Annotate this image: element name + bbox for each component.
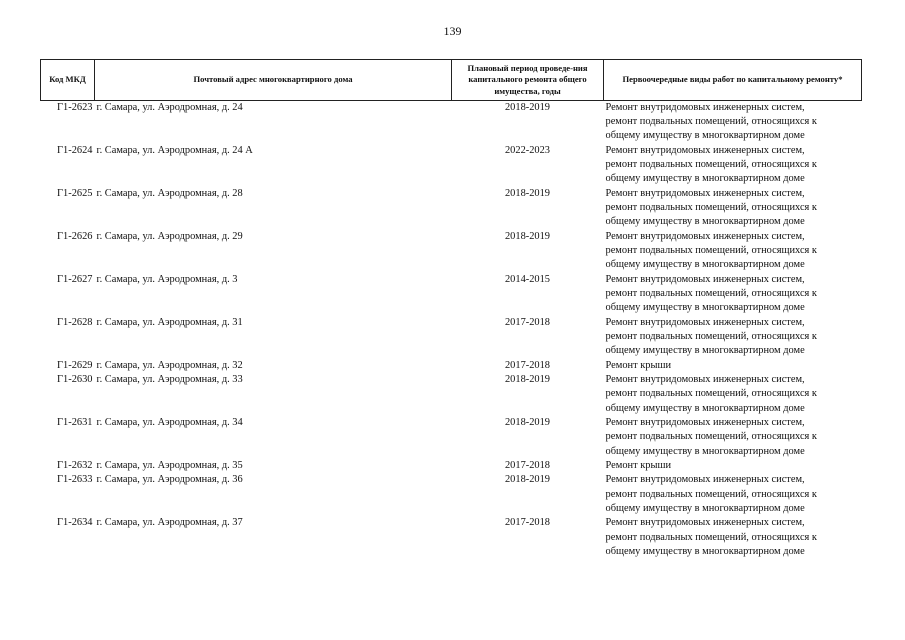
table-row	[41, 187, 862, 230]
table-row	[41, 516, 862, 559]
cell-works	[604, 473, 862, 516]
cell-code: Г1-2629	[57, 360, 93, 371]
header-period: Плановый период проведе-ния капитального ремонта общего имущества, годы	[452, 60, 604, 101]
cell-period: 2014-2015	[504, 274, 551, 285]
cell-works	[604, 359, 862, 373]
cell-works	[604, 101, 862, 145]
header-works: Первоочередные виды работ по капитальному ремонту*	[604, 60, 862, 101]
work-line: Ремонт внутридомовых инженерных систем,	[605, 102, 805, 113]
table-row	[41, 416, 862, 459]
cell-works	[604, 144, 862, 187]
work-line: общему имуществу в многоквартирном доме	[605, 545, 805, 557]
work-line: общему имуществу в многоквартирном доме	[605, 130, 805, 142]
work-line: ремонт подвальных помещений, относящихся к	[605, 116, 817, 128]
capital-repair-table	[40, 59, 862, 559]
cell-address: г. Самара, ул. Аэродромная, д. 28	[96, 188, 243, 199]
cell-address: г. Самара, ул. Аэродромная, д. 37	[96, 517, 243, 529]
work-line: ремонт подвальных помещений, относящихся к	[605, 388, 817, 400]
table-row	[41, 316, 862, 359]
cell-period: 2018-2019	[504, 102, 551, 113]
table-row	[41, 459, 862, 473]
cell-address: г. Самара, ул. Аэродромная, д. 29	[96, 231, 243, 242]
cell-code: Г1-2628	[57, 317, 93, 328]
work-line: Ремонт крыши	[605, 360, 672, 371]
cell-works	[604, 459, 862, 473]
cell-code: Г1-2630	[57, 374, 93, 386]
cell-address: г. Самара, ул. Аэродромная, д. 24 А	[96, 145, 253, 156]
cell-code: Г1-2634	[57, 517, 93, 529]
cell-works	[604, 373, 862, 416]
cell-works	[604, 516, 862, 559]
cell-address: г. Самара, ул. Аэродромная, д. 33	[96, 374, 243, 386]
table-row	[41, 359, 862, 373]
work-line: ремонт подвальных помещений, относящихся к	[605, 331, 817, 343]
table-body	[41, 101, 862, 560]
work-line: Ремонт внутридомовых инженерных систем,	[605, 317, 805, 328]
work-line: ремонт подвальных помещений, относящихся к	[605, 245, 817, 257]
cell-address: г. Самара, ул. Аэродромная, д. 34	[96, 417, 243, 429]
table-row	[41, 230, 862, 273]
work-line: ремонт подвальных помещений, относящихся к	[605, 159, 817, 171]
cell-address: г. Самара, ул. Аэродромная, д. 36	[96, 474, 243, 486]
cell-works	[604, 273, 862, 316]
work-line: Ремонт внутридомовых инженерных систем,	[605, 188, 805, 199]
work-line: ремонт подвальных помещений, относящихся к	[605, 288, 817, 300]
work-line: ремонт подвальных помещений, относящихся к	[605, 202, 817, 214]
work-line: Ремонт внутридомовых инженерных систем,	[605, 274, 805, 285]
table-row	[41, 473, 862, 516]
work-line: Ремонт внутридомовых инженерных систем,	[605, 145, 805, 156]
cell-code: Г1-2624	[57, 145, 93, 156]
cell-address: г. Самара, ул. Аэродромная, д. 32	[96, 360, 243, 371]
cell-period: 2018-2019	[504, 188, 551, 199]
cell-address: г. Самара, ул. Аэродромная, д. 24	[96, 102, 243, 113]
work-line: общему имуществу в многоквартирном доме	[605, 502, 805, 514]
cell-works	[604, 416, 862, 459]
header-code: Код МКД	[41, 60, 95, 101]
cell-address: г. Самара, ул. Аэродромная, д. 3	[96, 274, 238, 285]
cell-code: Г1-2627	[57, 274, 93, 285]
cell-period: 2017-2018	[504, 460, 551, 472]
work-line: общему имуществу в многоквартирном доме	[605, 259, 805, 271]
work-line: ремонт подвальных помещений, относящихся к	[605, 431, 817, 443]
cell-works	[604, 230, 862, 273]
cell-address: г. Самара, ул. Аэродромная, д. 35	[96, 460, 243, 472]
cell-code: Г1-2633	[57, 474, 93, 486]
work-line: Ремонт внутридомовых инженерных систем,	[605, 417, 805, 429]
work-line: Ремонт крыши	[605, 460, 672, 472]
table-row	[41, 273, 862, 316]
work-line: ремонт подвальных помещений, относящихся к	[605, 531, 817, 543]
cell-works	[604, 316, 862, 359]
cell-period: 2018-2019	[504, 417, 551, 429]
work-line: общему имуществу в многоквартирном доме	[605, 173, 805, 185]
cell-code: Г1-2626	[57, 231, 93, 242]
work-line: ремонт подвальных помещений, относящихся к	[605, 488, 817, 500]
work-line: Ремонт внутридомовых инженерных систем,	[605, 374, 805, 386]
cell-period: 2018-2019	[504, 474, 551, 486]
table-row	[41, 144, 862, 187]
cell-period: 2017-2018	[504, 360, 551, 371]
table-header-row	[41, 60, 862, 101]
work-line: общему имуществу в многоквартирном доме	[605, 445, 805, 457]
cell-period: 2017-2018	[504, 317, 551, 328]
cell-period: 2018-2019	[504, 231, 551, 242]
cell-address: г. Самара, ул. Аэродромная, д. 31	[96, 317, 243, 328]
work-line: общему имуществу в многоквартирном доме	[605, 216, 805, 228]
work-line: Ремонт внутридомовых инженерных систем,	[605, 231, 805, 242]
work-line: общему имуществу в многоквартирном доме	[605, 302, 805, 314]
table-row	[41, 373, 862, 416]
header-address: Почтовый адрес многоквартирного дома	[95, 60, 452, 101]
cell-period: 2022-2023	[504, 145, 551, 156]
cell-period: 2018-2019	[504, 374, 551, 386]
cell-period: 2017-2018	[504, 517, 551, 529]
table-row	[41, 101, 862, 145]
work-line: Ремонт внутридомовых инженерных систем,	[605, 474, 805, 486]
cell-works	[604, 187, 862, 230]
cell-code: Г1-2623	[57, 102, 93, 113]
cell-code: Г1-2632	[57, 460, 93, 472]
cell-code: Г1-2625	[57, 188, 93, 199]
work-line: Ремонт внутридомовых инженерных систем,	[605, 517, 805, 529]
cell-code: Г1-2631	[57, 417, 93, 429]
page-number: 139	[443, 24, 462, 38]
work-line: общему имуществу в многоквартирном доме	[605, 345, 805, 357]
work-line: общему имуществу в многоквартирном доме	[605, 402, 805, 414]
